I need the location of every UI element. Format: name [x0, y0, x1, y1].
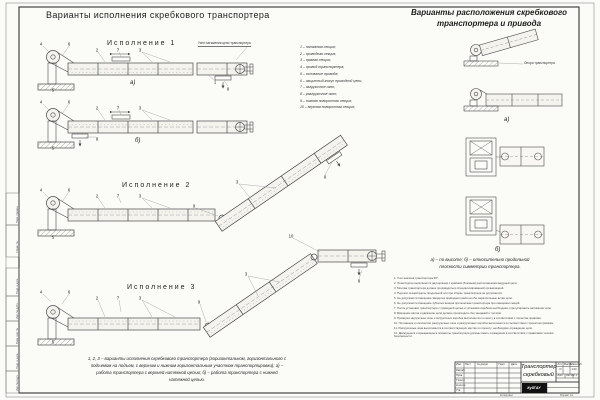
callout-number: 9 — [192, 203, 196, 209]
callout-number: 9 — [197, 299, 201, 305]
title-block-label: Изм. — [456, 363, 462, 367]
bottom-caption — [38, 355, 336, 383]
callout-number: 8 — [95, 136, 99, 142]
bottom-caption-line: подъемом на подъем, с верхним и нижним горизонтальным участком транспортировки); а) – — [90, 363, 284, 368]
callout-number: 3 — [235, 179, 239, 185]
legend-item: 10 – верхняя поворотная секция; — [300, 105, 355, 110]
sheet-title-right: Варианты расположения скребкового транспортера и привода — [411, 8, 567, 28]
callout-number: 2 — [95, 47, 99, 53]
callout-number: 10 — [288, 233, 294, 239]
sheet-title-left: Варианты исполнения скребкового транспортера — [46, 10, 270, 20]
legend-list — [300, 44, 410, 111]
legend-item: 2 – приводная секция; — [300, 51, 337, 56]
legend-item: 9 – нижняя поворотная секция; — [300, 98, 352, 103]
callout-number: 6 — [67, 187, 71, 193]
label-arrangement-a: а) — [504, 117, 510, 123]
document-name — [521, 364, 556, 379]
callout-number: 8 — [323, 174, 327, 180]
callout-number: 7 — [116, 47, 120, 53]
note-line: 7. После установки транспортера с приводной цепью и установки скребков необходимо отрегулировать натяжение цепи. — [394, 306, 552, 310]
label-view-b1: б) — [135, 138, 141, 144]
legend-item: 4 – привод транспортера; — [300, 65, 345, 70]
callout-number: 8 — [357, 278, 361, 284]
label-execution-2: Исполнение 2 — [122, 182, 192, 189]
title-block-label: Пров. — [456, 373, 463, 377]
callout-number: 4 — [39, 187, 43, 193]
callout-number: 4 — [39, 99, 43, 105]
note-line: 8. Вращение валов и движение цепи должно происходить без заеданий и толчков. — [394, 311, 502, 315]
label-execution-1: Исполнение 1 — [107, 40, 177, 47]
label-tension-node: Узел натяжения цепи транспортера — [198, 41, 251, 45]
drawing-execution3 — [38, 238, 385, 345]
callout-number: 2 — [95, 295, 99, 301]
document-name-line1: Транспортер — [521, 364, 557, 370]
note-line: 5. Не допускается смещение звездочек приводного вала на обе параллельные ветви цепи. — [394, 296, 513, 300]
callout-number: 6 — [67, 99, 71, 105]
title-block-label: Дата — [511, 363, 517, 367]
notes-block — [394, 277, 557, 340]
note-line: 10. Положение и количество разгрузочных окон и разгрузочных коробок выполняется в соответствии с проектом привязки. — [394, 321, 554, 325]
bottom-caption-line: работа транспортера с верхней натяжной цепью; б) – работа транспортера с нижней — [96, 370, 278, 375]
legend-item: 1 – натяжная секция; — [300, 45, 336, 49]
side-stamp-label: Взам. инв. № — [16, 327, 19, 344]
format-note: Формат А1 — [560, 393, 574, 397]
title-block-label: И — [559, 368, 562, 372]
legend-item: 6 – защитный кожух приводной цепи; — [300, 78, 363, 83]
label-view-a1: а) — [130, 80, 136, 86]
callout-number: 7 — [116, 105, 120, 111]
note-line: 12. Движущиеся и вращающиеся элементы транспортера должны иметь ограждения в соответствии с правилами техники безопасности. — [394, 331, 554, 339]
callout-number: 3 — [138, 193, 142, 199]
title-block-label: № докум. — [477, 363, 489, 367]
document-name-line2: скребковый — [523, 371, 554, 378]
title-block-label: Н.контр. — [456, 383, 466, 387]
note-line: 2. Транспортер выполняется двухцепным с крайним (боковым) расположением ведущей цепи. — [394, 281, 518, 285]
note-line: 9. Проверка загрузочных окон и загрузочных коробок выполняется по месту в соответствии с проектом привязки. — [394, 316, 542, 320]
side-stamp-label: Справ. № — [16, 241, 19, 253]
callout-number: 4 — [39, 289, 43, 295]
legend-item: 3 – прямая секция; — [300, 58, 331, 63]
drawing-arrangement-a-bottom — [464, 89, 562, 112]
callout-number: 3 — [244, 271, 248, 277]
callout-number: 5 — [51, 87, 55, 93]
title-block-label: Разраб. — [456, 368, 466, 372]
side-stamp-label: Инв. № подл. — [16, 374, 19, 391]
label-arrangement-b: б) — [495, 247, 501, 253]
callout-number: 5 — [51, 145, 55, 151]
label-conveyor-support: Опора транспортера — [524, 61, 555, 65]
title-block-label: Масса — [563, 362, 572, 366]
callout-number: 2 — [95, 105, 99, 111]
callout-number: 8 — [226, 86, 230, 92]
callout-number: 6 — [67, 41, 71, 47]
callout-number: 6 — [67, 289, 71, 295]
side-stamp-label: Подп. и дата — [16, 353, 19, 369]
organization-logo: КубГАУ — [522, 383, 547, 393]
arrangement-caption-line: плоскости симметрии транспортера. — [439, 264, 521, 269]
arrangement-caption — [396, 256, 564, 270]
side-stamp-label: Подп. и дата — [16, 278, 19, 294]
note-line: 1. Угол наклона транспортера 30°. — [394, 276, 439, 280]
title-block-label: Лист — [465, 363, 471, 367]
drawing-arrangement-b-bottom — [466, 197, 544, 244]
title-block-grid — [455, 362, 579, 393]
title-block-label: Подп. — [498, 363, 506, 367]
title-block-label: Утв. — [456, 388, 461, 392]
legend-item: 5 – основание привода; — [300, 71, 339, 76]
callout-number: 3 — [138, 295, 142, 301]
arrangement-caption-line: а) – по высоте; б) – относительно продольной — [430, 257, 530, 262]
bottom-caption-line: 1, 2, 3 – варианты исполнения скребкового транспортера (горизонтальном, горизонтального с — [87, 356, 287, 361]
label-execution-3: Исполнение 3 — [127, 284, 197, 291]
drawing-arrangement-b-top — [466, 138, 544, 176]
title-block-label: Лит. — [557, 362, 563, 366]
drawing-execution2 — [38, 135, 355, 242]
title-block-label: 1 — [575, 374, 577, 378]
note-line: 3. Монтаж транспортера должен производиться специализированной организацией. — [394, 286, 505, 290]
side-stamp-label: Перв. примен. — [16, 205, 19, 223]
side-stamp-label: Инв. № дубл. — [16, 302, 19, 319]
bottom-caption-line: натяжной цепью. — [169, 377, 205, 382]
callout-number: 3 — [138, 47, 142, 53]
copied-by-note: Копировал — [500, 393, 513, 397]
callout-number: 1 — [213, 79, 217, 85]
title-block-label: Т.контр. — [456, 378, 466, 382]
note-line: 4. Перекос секций вдоль продольной оси при сборке транспортера не допускается. — [394, 291, 503, 295]
legend-item: 7 – загрузочное окно; — [300, 85, 336, 90]
title-block-label: Лист — [557, 374, 564, 378]
note-line: 11. Разгрузочные окна выполняются в соответствующих местах по проекту; необходимо ограждение цепи. — [394, 326, 533, 330]
callout-number: 7 — [116, 193, 120, 199]
drawing-execution1-a — [38, 46, 253, 90]
callout-number: 5 — [51, 234, 55, 240]
callout-number: 5 — [51, 339, 55, 345]
callout-number: 4 — [39, 41, 43, 47]
legend-item: 8 – разгрузочное окно; — [300, 91, 338, 96]
note-line: 6. Не допускается смещение зубчатых венцов при монтаже транспортера при смещении секций. — [394, 301, 521, 305]
callout-number: 3 — [138, 105, 142, 111]
callout-number: 7 — [116, 295, 120, 301]
drawing-execution1-b — [38, 104, 253, 148]
title-block-label: Листов — [566, 374, 575, 378]
title-block-label: 1:20 — [571, 368, 577, 372]
title-block-label: Масштаб — [570, 362, 582, 366]
callout-number: 2 — [95, 193, 99, 199]
